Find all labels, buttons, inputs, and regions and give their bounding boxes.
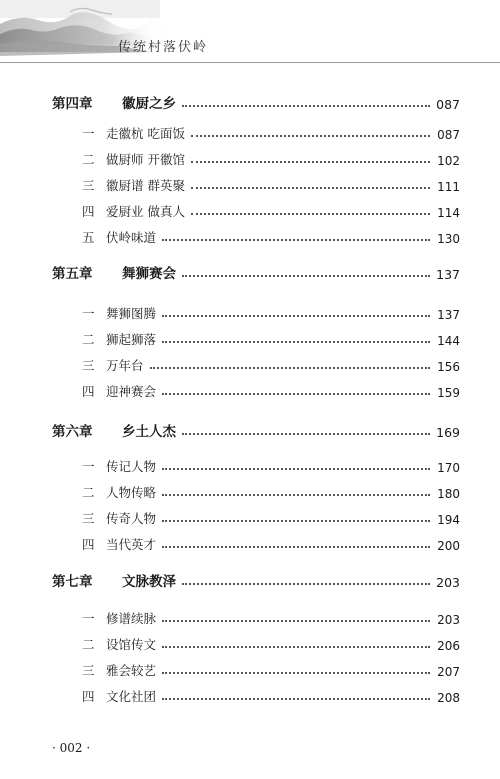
chapter-number: 第五章 xyxy=(52,266,93,282)
page-reference: 130 xyxy=(437,232,460,246)
section-title: 舞狮图腾 xyxy=(106,306,157,321)
page-reference: 137 xyxy=(436,267,460,282)
section-title: 雅会较艺 xyxy=(106,663,157,678)
page-reference: 203 xyxy=(436,575,460,590)
page-reference: 208 xyxy=(437,691,460,705)
toc-chapter-entry xyxy=(52,262,460,282)
page-reference: 169 xyxy=(436,425,460,440)
section-number: 四 xyxy=(82,537,95,552)
section-number: 四 xyxy=(82,689,95,704)
section-title: 人物传略 xyxy=(106,485,157,500)
dot-leader xyxy=(162,698,430,700)
toc-section-entry xyxy=(52,200,460,220)
dot-leader xyxy=(162,620,430,622)
dot-leader xyxy=(162,239,430,241)
chapter-title: 乡土人杰 xyxy=(122,424,176,440)
toc-section-entry xyxy=(52,455,460,475)
chapter-number: 第六章 xyxy=(52,424,93,440)
dot-leader xyxy=(162,341,430,343)
toc-section-entry xyxy=(52,226,460,246)
toc-section-entry xyxy=(52,122,460,142)
page-number: · 002 · xyxy=(52,741,91,755)
toc-section-entry xyxy=(52,533,460,553)
dot-leader xyxy=(162,546,430,548)
page-reference: 170 xyxy=(437,461,460,475)
page-reference: 137 xyxy=(437,308,460,322)
section-number: 四 xyxy=(82,204,95,219)
dot-leader xyxy=(162,520,430,522)
toc-section-entry xyxy=(52,380,460,400)
section-number: 三 xyxy=(82,178,95,193)
section-number: 三 xyxy=(82,663,95,678)
section-title: 徽厨谱 群英聚 xyxy=(106,178,185,193)
dot-leader xyxy=(182,105,430,107)
page-reference: 180 xyxy=(437,487,460,501)
book-title: 传统村落伏岭 xyxy=(118,40,209,55)
toc-section-entry xyxy=(52,302,460,322)
page-reference: 114 xyxy=(437,206,460,220)
dot-leader xyxy=(182,583,430,585)
toc-section-entry xyxy=(52,174,460,194)
page-reference: 194 xyxy=(437,513,460,527)
page-reference: 156 xyxy=(437,360,460,374)
section-title: 狮起狮落 xyxy=(106,332,157,347)
page-reference: 111 xyxy=(437,180,460,194)
dot-leader xyxy=(162,494,430,496)
section-number: 二 xyxy=(82,332,95,347)
page-reference: 144 xyxy=(437,334,460,348)
chapter-title: 文脉教泽 xyxy=(122,574,176,590)
page-reference: 203 xyxy=(437,613,460,627)
dot-leader xyxy=(182,275,430,277)
dot-leader xyxy=(150,367,430,369)
page-reference: 087 xyxy=(436,97,460,112)
page-reference: 159 xyxy=(437,386,460,400)
section-number: 三 xyxy=(82,358,95,373)
dot-leader xyxy=(162,646,430,648)
section-number: 二 xyxy=(82,152,95,167)
chapter-number: 第四章 xyxy=(52,96,93,112)
toc-section-entry xyxy=(52,148,460,168)
toc-chapter-entry xyxy=(52,420,460,440)
section-title: 传奇人物 xyxy=(106,511,157,526)
section-number: 二 xyxy=(82,637,95,652)
dot-leader xyxy=(162,393,430,395)
section-title: 传记人物 xyxy=(106,459,157,474)
toc-chapter-entry xyxy=(52,92,460,112)
dot-leader xyxy=(191,213,430,215)
page-reference: 087 xyxy=(437,128,460,142)
section-number: 二 xyxy=(82,485,95,500)
page-reference: 207 xyxy=(437,665,460,679)
dot-leader xyxy=(162,315,430,317)
section-title: 伏岭味道 xyxy=(106,230,157,245)
page-reference: 200 xyxy=(437,539,460,553)
dot-leader xyxy=(191,187,430,189)
toc-section-entry xyxy=(52,507,460,527)
chapter-number: 第七章 xyxy=(52,574,93,590)
section-title: 万年台 xyxy=(106,358,144,373)
page-reference: 102 xyxy=(437,154,460,168)
section-number: 一 xyxy=(82,306,95,321)
section-number: 四 xyxy=(82,384,95,399)
toc-section-entry xyxy=(52,685,460,705)
section-title: 修谱续脉 xyxy=(106,611,157,626)
chapter-title: 舞狮赛会 xyxy=(122,266,176,282)
toc-chapter-entry xyxy=(52,570,460,590)
section-number: 一 xyxy=(82,611,95,626)
chapter-title: 徽厨之乡 xyxy=(122,96,176,112)
toc-section-entry xyxy=(52,607,460,627)
section-number: 一 xyxy=(82,459,95,474)
section-title: 设馆传文 xyxy=(106,637,157,652)
section-title: 当代英才 xyxy=(106,537,157,552)
section-title: 爱厨业 做真人 xyxy=(106,204,185,219)
dot-leader xyxy=(182,433,430,435)
toc-section-entry xyxy=(52,481,460,501)
toc-section-entry xyxy=(52,659,460,679)
dot-leader xyxy=(162,468,430,470)
section-number: 三 xyxy=(82,511,95,526)
section-title: 迎神赛会 xyxy=(106,384,157,399)
toc-section-entry xyxy=(52,354,460,374)
toc-section-entry xyxy=(52,633,460,653)
section-number: 一 xyxy=(82,126,95,141)
page-reference: 206 xyxy=(437,639,460,653)
section-title: 文化社团 xyxy=(106,689,157,704)
section-title: 做厨师 开徽馆 xyxy=(106,152,185,167)
toc-section-entry xyxy=(52,328,460,348)
dot-leader xyxy=(162,672,430,674)
section-number: 五 xyxy=(82,230,95,245)
dot-leader xyxy=(191,135,430,137)
section-title: 走徽杭 吃面饭 xyxy=(106,126,185,141)
dot-leader xyxy=(191,161,430,163)
